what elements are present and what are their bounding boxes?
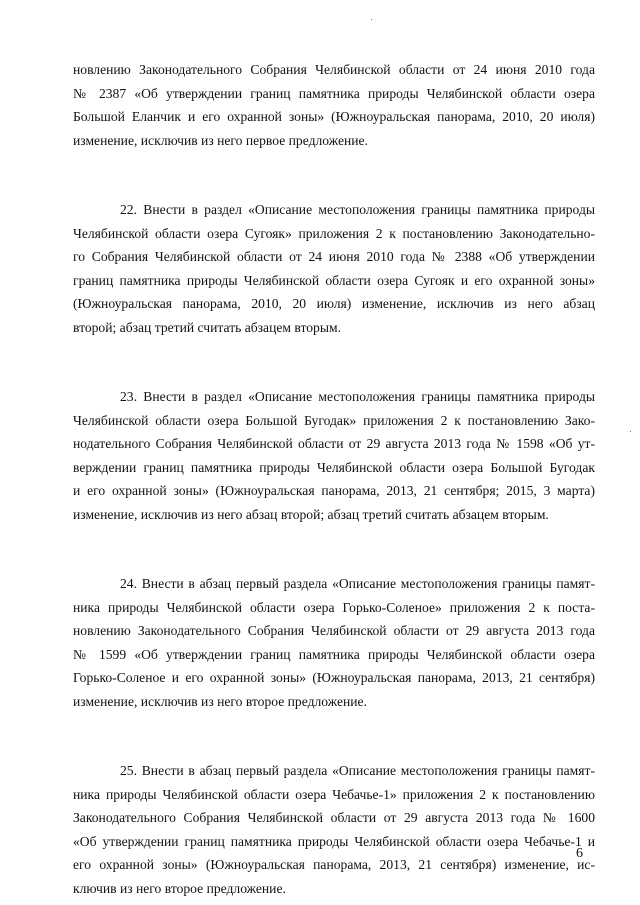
text-line: № 2387 «Об утверждении границ памятника природы Челябинской области озера [73,85,595,101]
text-line: нодательного Собрания Челябинской области от 29 августа 2013 года № 1598 «Об ут- [73,436,595,451]
text-line: «Об утверждении границ памятника природы Челябинской области озера Чебачье-1 и [73,833,595,849]
text-line: новлению Законодательного Собрания Челябинской области от 24 июня 2010 года [73,62,595,77]
scan-speck [371,19,372,20]
text-line: Челябинской области озера Сугояк» приложения 2 к постановлению Законодательно- [73,225,595,241]
text-line: изменение, исключив из него абзац второй; абзац третий считать абзацем вторым. [73,506,549,522]
text-line: 22. Внести в раздел «Описание местоположения границы памятника природы [120,202,595,217]
text-line: (Южноуральская панорама, 2010, 20 июля) изменение, исключив из него абзац [73,296,595,311]
text-line: Большой Еланчик и его охранной зоны» (Южноуральская панорама, 2010, 20 июля) [73,109,595,124]
text-line: Челябинской области озера Большой Бугодак» приложения 2 к постановлению Зако- [73,412,595,428]
text-line: и его охранной зоны» (Южноуральская панорама, 2013, 21 сентября; 2015, 3 марта) [73,483,595,498]
text-line: верждении границ памятника природы Челябинской области озера Большой Бугодак [73,459,595,475]
page-number: 6 [576,846,583,861]
text-line: ключив из него второе предложение. [73,880,286,896]
text-line: ника природы Челябинской области озера Чебачье-1» приложения 2 к постановлению [73,786,595,802]
text-line: Законодательного Собрания Челябинской области от 29 августа 2013 года № 1600 [73,810,595,825]
text-line: границ памятника природы Челябинской области озера Сугояк и его охранной зоны» [73,272,595,288]
text-line: го Собрания Челябинской области от 24 июня 2010 года № 2388 «Об утверждении [73,249,595,264]
text-line: новлению Законодательного Собрания Челябинской области от 29 августа 2013 года [73,623,595,638]
text-line: изменение, исключив из него второе предложение. [73,693,367,709]
text-line: № 1599 «Об утверждении границ памятника природы Челябинской области озера [73,646,595,662]
text-line: ника природы Челябинской области озера Горько-Соленое» приложения 2 к поста- [73,599,595,615]
text-line: его охранной зоны» (Южноуральская панорама, 2013, 21 сентября) изменение, ис- [73,857,595,872]
text-line: Горько-Соленое и его охранной зоны» (Южноуральская панорама, 2013, 21 сентября) [73,670,595,685]
document-body [73,58,595,900]
text-line: изменение, исключив из него первое предложение. [73,132,368,148]
text-line: 24. Внести в абзац первый раздела «Описание местоположения границы памят- [120,576,595,591]
text-line: 23. Внести в раздел «Описание местоположения границы памятника природы [120,389,595,404]
scan-speck [630,431,631,432]
text-line: второй; абзац третий считать абзацем вторым. [73,319,341,335]
text-line: 25. Внести в абзац первый раздела «Описание местоположения границы памят- [120,763,595,778]
